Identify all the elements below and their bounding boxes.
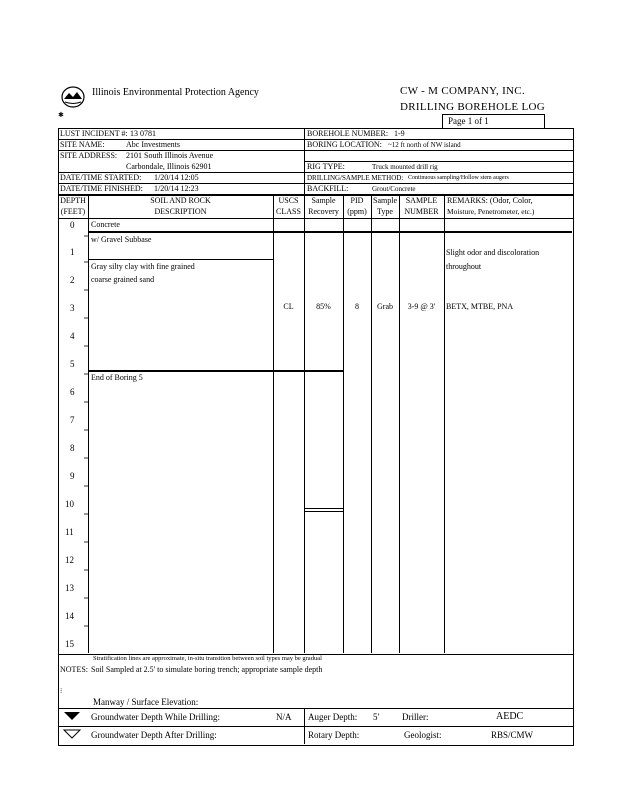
geologist-label: Geologist: bbox=[404, 730, 442, 740]
sample-number: 3-9 @ 3' bbox=[407, 302, 436, 311]
page-label: Page 1 of 1 bbox=[448, 116, 489, 126]
recovery-line-a bbox=[304, 508, 344, 509]
groundwater-while-label: Groundwater Depth While Drilling: bbox=[91, 712, 221, 722]
depth-2: 2 bbox=[70, 275, 75, 285]
layer-gravel: w/ Gravel Subbase bbox=[91, 235, 152, 244]
agency-mark: ✱ bbox=[58, 111, 64, 119]
depth-15: 15 bbox=[65, 639, 74, 649]
agency-name: Illinois Environmental Protection Agency bbox=[92, 87, 259, 98]
notes-label: NOTES: bbox=[60, 665, 88, 674]
site-address-label: SITE ADDRESS: bbox=[60, 151, 118, 160]
date-finished-value: 1/20/14 12:23 bbox=[154, 184, 199, 193]
boring-location-label: BORING LOCATION: bbox=[307, 140, 382, 149]
col-number-2: NUMBER bbox=[404, 207, 439, 216]
log-title: DRILLING BOREHOLE LOG bbox=[400, 101, 546, 113]
lust-incident-value: 13 0781 bbox=[130, 129, 156, 138]
rotary-depth-label: Rotary Depth: bbox=[308, 730, 360, 740]
groundwater-while-value: N/A bbox=[276, 712, 292, 722]
depth-9: 9 bbox=[70, 471, 75, 481]
depth-5: 5 bbox=[70, 359, 75, 369]
col-remarks-2: Moisture, Penetrometer, etc.) bbox=[447, 207, 535, 216]
date-started-value: 1/20/14 12:05 bbox=[154, 173, 199, 182]
backfill-label: BACKFILL: bbox=[307, 184, 349, 193]
lust-incident-label: LUST INCIDENT #: bbox=[60, 129, 128, 138]
notes-line-1: Stratification lines are approximate, in-situ transition between soil types may be gradual bbox=[93, 655, 322, 662]
manway-label: Manway / Surface Elevation: bbox=[93, 697, 199, 707]
col-recovery-1: Sample bbox=[311, 196, 336, 205]
notes-side-mark: ⁝ bbox=[60, 687, 63, 695]
groundwater-after-label: Groundwater Depth After Drilling: bbox=[91, 730, 217, 740]
depth-3: 3 bbox=[70, 303, 75, 313]
col-uscs-1: USCS bbox=[278, 196, 299, 205]
site-name-label: SITE NAME: bbox=[60, 140, 105, 149]
layer-line-concrete bbox=[88, 231, 572, 233]
site-address-line2: Carbondale, Illinois 62901 bbox=[126, 162, 212, 171]
col-pid-1: PID bbox=[350, 196, 364, 205]
auger-depth-value: 5' bbox=[373, 712, 380, 722]
col-remarks-1: REMARKS: (Odor, Color, bbox=[447, 196, 533, 205]
sample-uscs: CL bbox=[283, 302, 294, 311]
col-type-2: Type bbox=[377, 207, 393, 216]
layer-clay: Gray silty clay with fine grained bbox=[91, 262, 195, 271]
recovery-line-b bbox=[304, 511, 344, 512]
depth-6: 6 bbox=[70, 387, 75, 397]
sample-type: Grab bbox=[377, 302, 393, 311]
sample-pid: 8 bbox=[355, 302, 359, 311]
col-type-1: Sample bbox=[373, 196, 397, 205]
driller-value: AEDC bbox=[496, 711, 524, 722]
depth-14: 14 bbox=[65, 611, 74, 621]
col-number-1: SAMPLE bbox=[405, 196, 438, 205]
rig-type-value: Truck mounted drill rig bbox=[372, 163, 438, 171]
sample-remarks-1: Slight odor and discoloration bbox=[446, 248, 540, 257]
driller-label: Driller: bbox=[402, 712, 429, 722]
depth-4: 4 bbox=[70, 331, 75, 341]
layer-line-end bbox=[88, 370, 344, 372]
backfill-value: Grout/Concrete bbox=[372, 185, 416, 193]
layer-clay-2: coarse grained sand bbox=[91, 275, 155, 284]
layer-line-gravel bbox=[88, 259, 274, 260]
depth-12: 12 bbox=[65, 555, 74, 565]
groundwater-after-icon bbox=[62, 729, 82, 739]
rig-type-label: RIG TYPE: bbox=[307, 162, 345, 171]
geologist-value: RBS/CMW bbox=[491, 730, 534, 740]
col-recovery-2: Recovery bbox=[308, 207, 339, 216]
depth-7: 7 bbox=[70, 415, 75, 425]
col-pid-2: (ppm) bbox=[347, 207, 367, 216]
depth-0: 0 bbox=[70, 220, 75, 230]
depth-11: 11 bbox=[65, 527, 74, 537]
layer-concrete: Concrete bbox=[91, 220, 120, 229]
site-address-value: 2101 South Illinois Avenue bbox=[126, 151, 214, 160]
depth-10: 10 bbox=[65, 499, 74, 509]
notes-line-2: Soil Sampled at 2.5' to simulate boring trench; appropriate sample depth bbox=[91, 665, 323, 674]
date-started-label: DATE/TIME STARTED: bbox=[60, 173, 142, 182]
company-name: CW - M COMPANY, INC. bbox=[400, 85, 525, 97]
borehole-number-label: BOREHOLE NUMBER: bbox=[307, 129, 389, 138]
sample-remarks-2: throughout bbox=[446, 262, 482, 271]
col-desc-2: DESCRIPTION bbox=[154, 207, 207, 216]
depth-1: 1 bbox=[70, 247, 75, 257]
drilling-method-label: DRILLING/SAMPLE METHOD: bbox=[307, 174, 404, 182]
layer-end: End of Boring 5 bbox=[91, 373, 143, 382]
col-uscs-2: CLASS bbox=[276, 207, 301, 216]
boring-location-value: ~12 ft north of NW island bbox=[388, 141, 461, 149]
depth-8: 8 bbox=[70, 443, 75, 453]
site-name-value: Abc Investments bbox=[126, 140, 180, 149]
sample-recovery: 85% bbox=[316, 302, 331, 311]
date-finished-label: DATE/TIME FINISHED: bbox=[60, 184, 143, 193]
col-depth-2: (FEET) bbox=[60, 207, 86, 216]
auger-depth-label: Auger Depth: bbox=[308, 712, 358, 722]
drilling-method-value: Continuous sampling/Hollow stem augers bbox=[408, 175, 509, 181]
col-depth-1: DEPTH bbox=[60, 196, 86, 205]
borehole-number-value: 1-9 bbox=[394, 129, 405, 138]
groundwater-while-icon bbox=[62, 711, 82, 721]
col-desc-1: SOIL AND ROCK bbox=[150, 196, 211, 205]
depth-13: 13 bbox=[65, 583, 74, 593]
sample-analysis: BETX, MTBE, PNA bbox=[446, 302, 514, 311]
